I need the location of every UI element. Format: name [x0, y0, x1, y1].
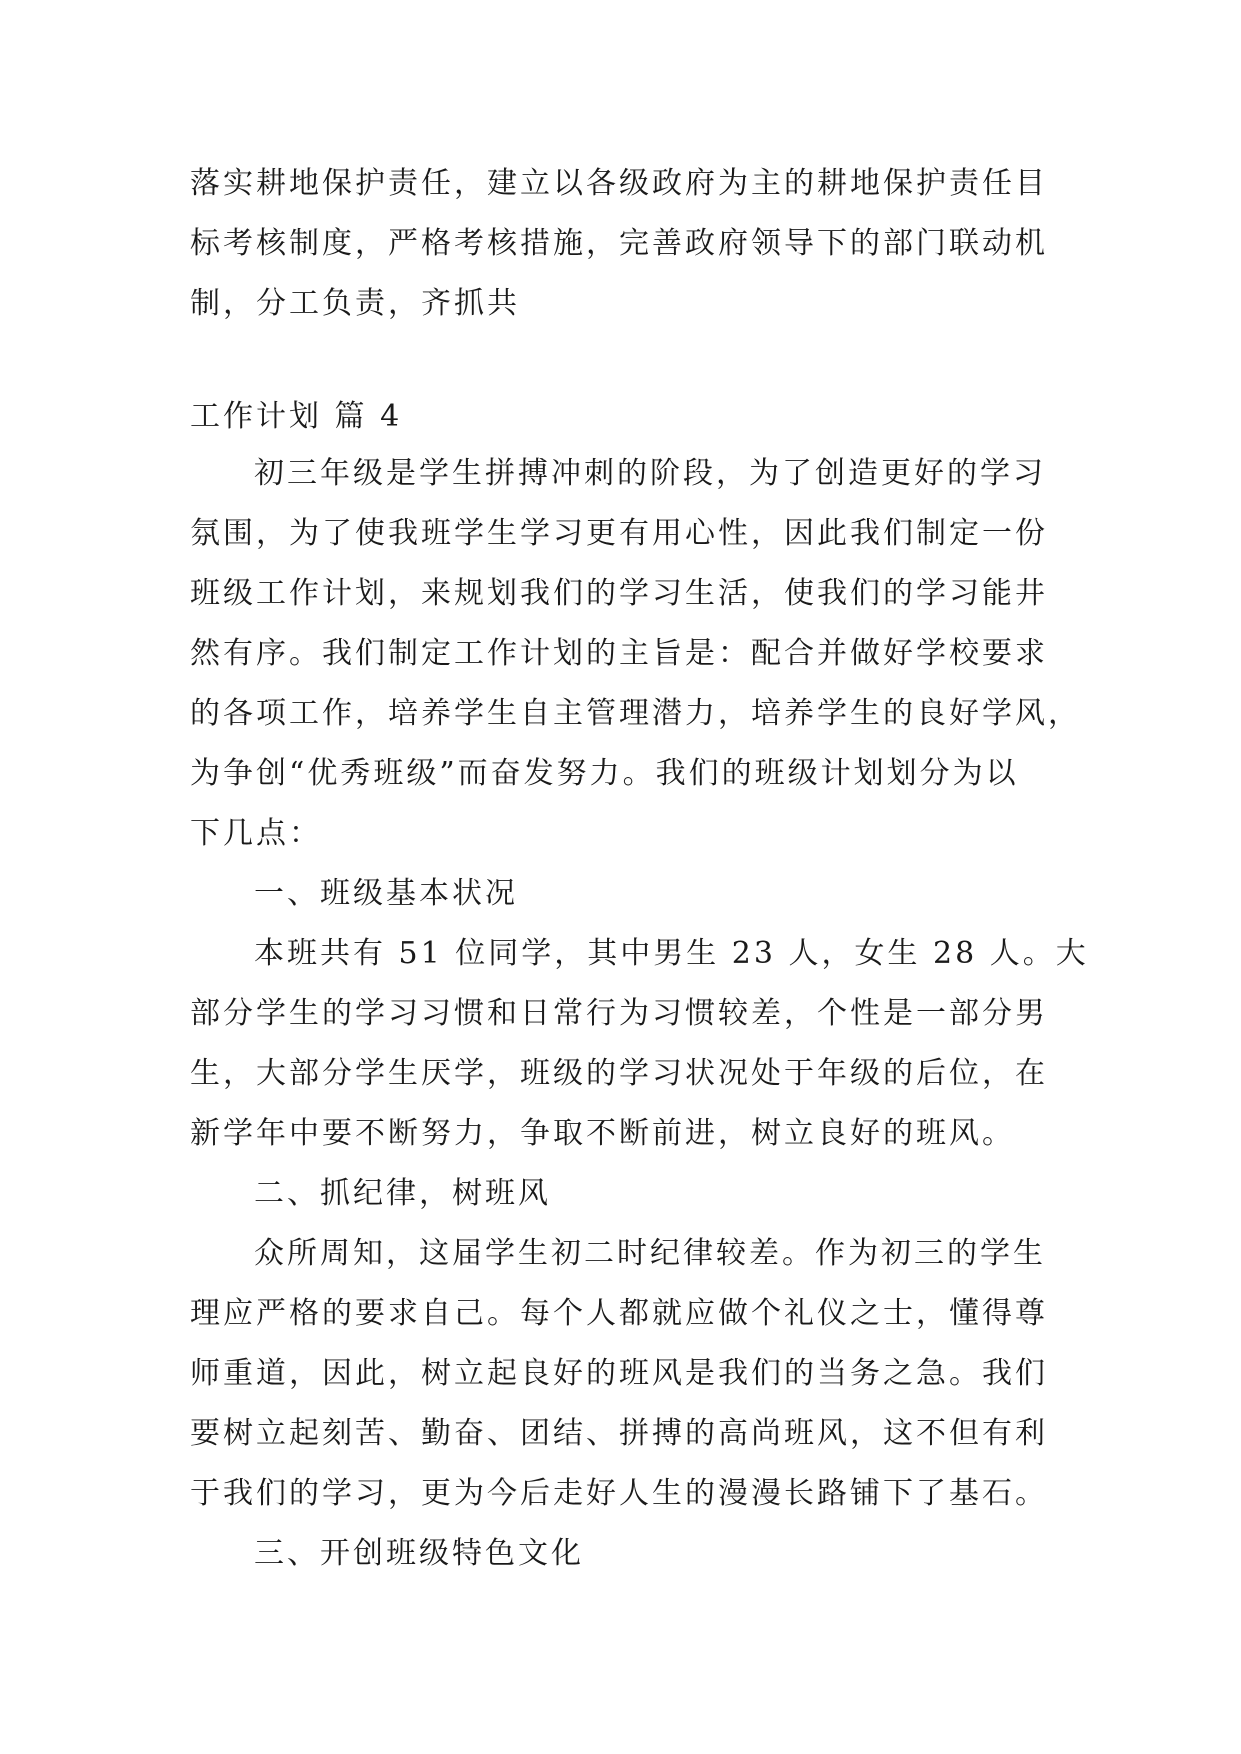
text-line: 师重道，因此，树立起良好的班风是我们的当务之急。我们 — [190, 1356, 1048, 1391]
subheading: 二、抓纪律，树班风 — [254, 1176, 551, 1211]
intro-paragraph — [190, 154, 1050, 334]
section-heading: 工作计划 篇 4 — [190, 399, 403, 434]
text-line: 本班共有 51 位同学，其中男生 23 人，女生 28 人。大 — [254, 936, 1089, 971]
text-line: 要树立起刻苦、勤奋、团结、拼搏的高尚班风，这不但有利 — [190, 1416, 1048, 1451]
text-line: 初三年级是学生拼搏冲刺的阶段，为了创造更好的学习 — [254, 456, 1046, 491]
subheading: 三、开创班级特色文化 — [254, 1536, 584, 1571]
text-line: 然有序。我们制定工作计划的主旨是：配合并做好学校要求 — [190, 636, 1048, 671]
text-line: 为争创“优秀班级”而奋发努力。我们的班级计划划分为以 — [190, 756, 1019, 791]
text-line: 落实耕地保护责任，建立以各级政府为主的耕地保护责任目 — [190, 166, 1048, 201]
subheading: 一、班级基本状况 — [254, 876, 518, 911]
text-line: 的各项工作，培养学生自主管理潜力，培养学生的良好学风， — [190, 696, 1081, 731]
text-line: 氛围，为了使我班学生学习更有用心性，因此我们制定一份 — [190, 516, 1048, 551]
main-body — [190, 444, 1089, 1584]
text-line: 理应严格的要求自己。每个人都就应做个礼仪之士，懂得尊 — [190, 1296, 1048, 1331]
text-line: 制，分工负责，齐抓共 — [190, 286, 520, 321]
text-line: 众所周知，这届学生初二时纪律较差。作为初三的学生 — [254, 1236, 1046, 1271]
text-line: 标考核制度，严格考核措施，完善政府领导下的部门联动机 — [190, 226, 1048, 261]
text-line: 班级工作计划，来规划我们的学习生活，使我们的学习能井 — [190, 576, 1048, 611]
text-line: 部分学生的学习习惯和日常行为习惯较差，个性是一部分男 — [190, 996, 1048, 1031]
text-line: 新学年中要不断努力，争取不断前进，树立良好的班风。 — [190, 1116, 1015, 1151]
text-line: 下几点： — [190, 816, 322, 851]
text-line: 于我们的学习，更为今后走好人生的漫漫长路铺下了基石。 — [190, 1476, 1048, 1511]
text-line: 生，大部分学生厌学，班级的学习状况处于年级的后位，在 — [190, 1056, 1048, 1091]
